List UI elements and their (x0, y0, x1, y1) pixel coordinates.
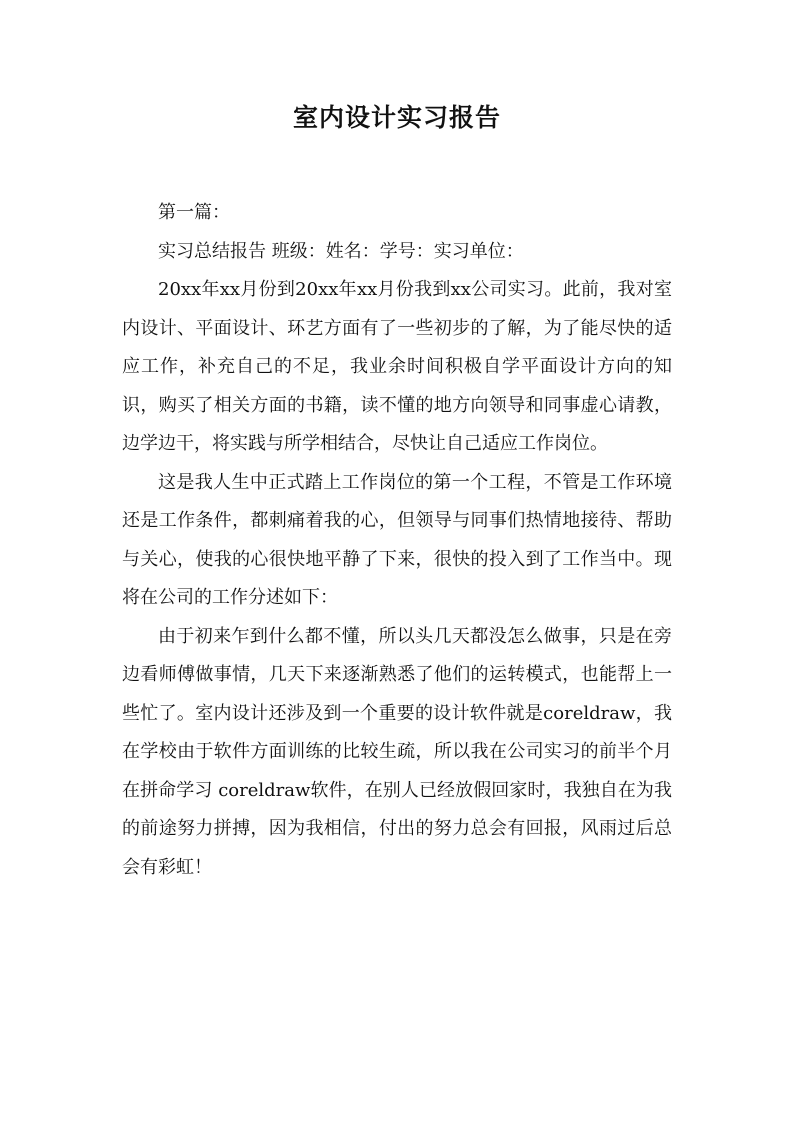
section-heading: 第一篇： (158, 202, 230, 223)
report-info-line: 实习总结报告 班级：姓名：学号：实习单位： (158, 240, 524, 262)
paragraph-work-details: 由于初来乍到什么都不懂，所以头几天都没怎么做事，只是在旁边看师傅做事情，几天下来逐渐熟悉了他们的运转模式，也能帮上一些忙了。室内设计还涉及到一个重要的设计软件就是coreldraw，我在学校由于软件方面训练的比较生疏，所以我在公司实习的前半个月在拼命学习 coreldraw软件，在别人已经放假回家时，我独自在为我的前途努力拼搏，因为我相信，付出的努力总会有回报，风雨过后总会有彩虹！ (122, 625, 672, 878)
paragraph-intro: 20xx年xx月份到20xx年xx月份我到xx公司实习。此前，我对室内设计、平面设计、环艺方面有了一些初步的了解，为了能尽快的适应工作，补充自己的不足，我业余时间积极自学平面设计方向的知识，购买了相关方面的书籍，读不懂的地方向领导和同事虚心请教，边学边干，将实践与所学相结合，尽快让自己适应工作岗位。 (122, 279, 672, 454)
paragraph-first-project: 这是我人生中正式踏上工作岗位的第一个工程，不管是工作环境还是工作条件，都刺痛着我的心，但领导与同事们热情地接待、帮助与关心，使我的心很快地平静了下来，很快的投入到了工作当中。现将在公司的工作分述如下： (122, 471, 672, 608)
document-title: 室内设计实习报告 (292, 103, 501, 132)
document-body (122, 194, 672, 887)
